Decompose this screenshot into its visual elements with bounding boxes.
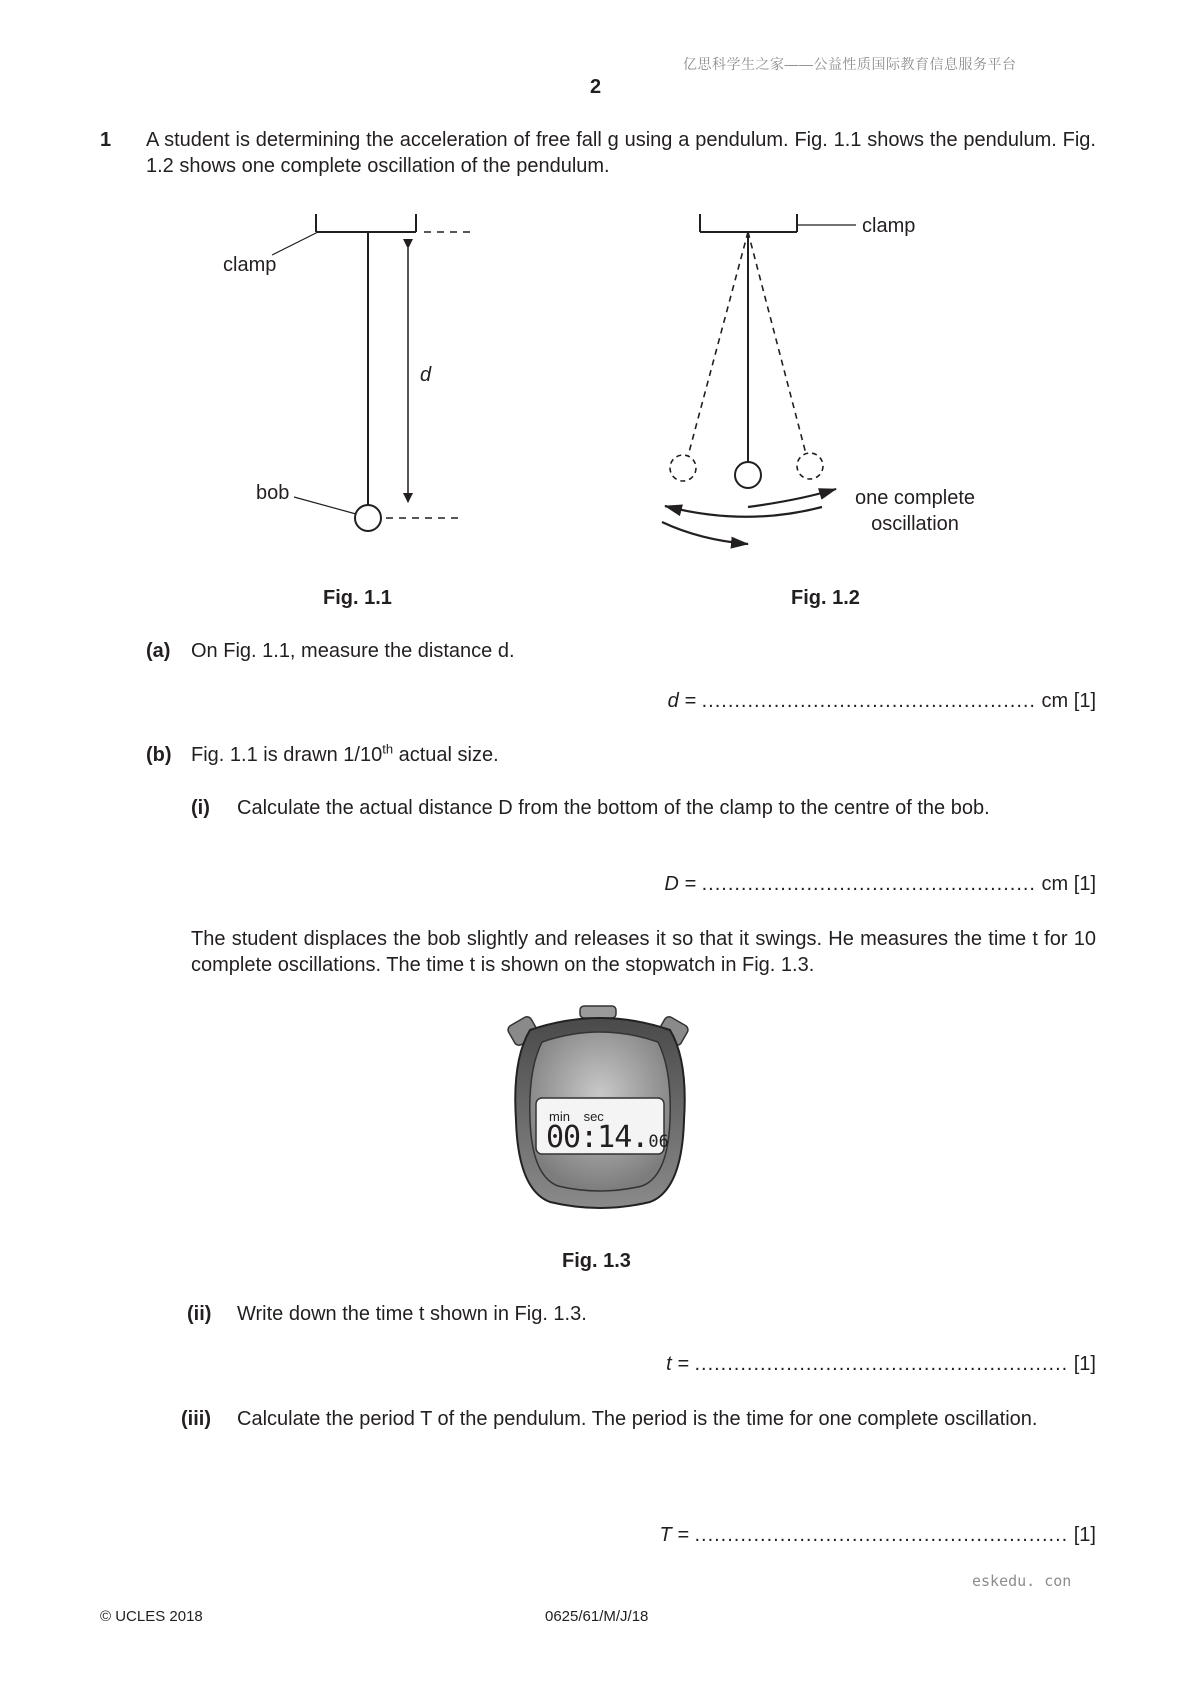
stopwatch-top-button bbox=[580, 1006, 616, 1018]
fig-1-1-clamp-leader bbox=[272, 232, 318, 255]
part-a-label: (a) bbox=[146, 640, 171, 662]
fig-1-3-caption: Fig. 1.3 bbox=[562, 1250, 631, 1272]
part-b-iii-answer-line[interactable] bbox=[659, 1524, 1096, 1547]
part-b-iii-answer-dots[interactable]: ......................................................... bbox=[694, 1524, 1069, 1546]
part-b-ii-answer-dots[interactable]: ......................................................... bbox=[694, 1353, 1069, 1375]
part-b-iii-answer-var: T = bbox=[659, 1524, 689, 1546]
page-number: 2 bbox=[589, 76, 602, 98]
fig-1-2-arrow-right bbox=[748, 489, 836, 507]
part-b-text-sup: th bbox=[382, 741, 394, 757]
header-watermark: 亿思科学生之家——公益性质国际教育信息服务平台 bbox=[683, 56, 1017, 72]
fig-1-1-clamp bbox=[316, 214, 416, 232]
footer-paper-code: 0625/61/M/J/18 bbox=[545, 1608, 649, 1625]
footer-copyright: © UCLES 2018 bbox=[100, 1608, 203, 1625]
fig-1-2-caption: Fig. 1.2 bbox=[791, 587, 860, 609]
fig-1-1-clamp-label: clamp bbox=[223, 254, 277, 276]
part-b-label: (b) bbox=[146, 744, 172, 766]
fig-1-1-caption: Fig. 1.1 bbox=[323, 587, 392, 609]
part-b-i-text: Calculate the actual distance D from the bottom of the clamp to the centre of the bob. bbox=[237, 797, 990, 819]
part-a-answer-dots[interactable]: ................................................... bbox=[701, 690, 1036, 712]
part-b-text-pre: Fig. 1.1 is drawn 1/10 bbox=[191, 744, 383, 766]
fig-1-1-bob bbox=[355, 505, 381, 531]
stopwatch-reading-small: 06 bbox=[648, 1132, 669, 1152]
part-a-answer-unit: cm [1] bbox=[1041, 690, 1096, 712]
stopwatch-label-sec: sec bbox=[583, 1109, 604, 1124]
fig-1-2-arrow-bottom bbox=[662, 522, 748, 544]
fig-1-2-clamp bbox=[700, 214, 797, 232]
fig-1-1-diagram bbox=[272, 214, 472, 531]
footer-watermark: eskedu. con bbox=[972, 1572, 1072, 1590]
fig-1-1-bob-label: bob bbox=[256, 482, 290, 504]
fig-1-2-left-dashed-bob bbox=[670, 455, 696, 481]
part-b-i-answer-line[interactable] bbox=[664, 873, 1096, 896]
fig-1-2-oscillation-label bbox=[850, 485, 980, 537]
part-b-text bbox=[191, 742, 499, 768]
part-b-ii-answer-unit: [1] bbox=[1073, 1353, 1096, 1375]
fig-1-2-left-dashed-string bbox=[688, 232, 748, 456]
fig-1-1-bob-leader bbox=[294, 497, 356, 514]
part-b-iii-answer-unit: [1] bbox=[1073, 1524, 1096, 1546]
fig-1-2-bob bbox=[735, 462, 761, 488]
stopwatch-label-min: min bbox=[549, 1109, 570, 1124]
part-b-i-answer-var: D = bbox=[664, 873, 697, 895]
part-b-iii-label: (iii) bbox=[181, 1408, 211, 1430]
part-b-i-answer-dots[interactable]: ................................................... bbox=[701, 873, 1036, 895]
stopwatch-paragraph: The student displaces the bob slightly and releases it so that it swings. He measures the time t for 10 complete oscillations. The time t is shown on the stopwatch in Fig. 1.3. bbox=[191, 928, 1096, 976]
part-b-ii-label: (ii) bbox=[187, 1303, 212, 1325]
part-b-ii-answer-line[interactable] bbox=[666, 1353, 1096, 1376]
part-b-iii-text: Calculate the period T of the pendulum. The period is the time for one complete oscillation. bbox=[237, 1408, 1038, 1430]
fig-1-1-distance-label: d bbox=[420, 364, 432, 386]
question-intro: A student is determining the acceleration of free fall g using a pendulum. Fig. 1.1 shows the pendulum. Fig. 1.2 shows one complete oscillation of the pendulum. bbox=[146, 129, 1096, 177]
part-b-text-post: actual size. bbox=[393, 744, 499, 766]
fig-1-2-oscillation-label-line2: oscillation bbox=[871, 513, 959, 535]
fig-1-2-oscillation-label-line1: one complete bbox=[854, 487, 976, 509]
fig-1-2-right-dashed-bob bbox=[797, 453, 823, 479]
stopwatch-reading bbox=[546, 1120, 669, 1155]
part-a-answer-line[interactable] bbox=[668, 690, 1096, 713]
stopwatch-reading-main: 00:14. bbox=[546, 1120, 649, 1155]
part-b-i-label: (i) bbox=[191, 797, 210, 819]
pendulum-figures bbox=[0, 200, 1191, 620]
part-b-i-answer-unit: cm [1] bbox=[1041, 873, 1096, 895]
fig-1-2-arrow-left bbox=[665, 506, 822, 517]
fig-1-2-diagram bbox=[662, 214, 856, 544]
fig-1-2-right-dashed-string bbox=[748, 232, 806, 454]
fig-1-2-clamp-label: clamp bbox=[862, 215, 916, 237]
part-a-text: On Fig. 1.1, measure the distance d. bbox=[191, 640, 515, 662]
part-b-ii-text: Write down the time t shown in Fig. 1.3. bbox=[237, 1303, 587, 1325]
part-a-answer-var: d = bbox=[667, 690, 697, 712]
question-number: 1 bbox=[100, 129, 112, 151]
part-b-ii-answer-var: t = bbox=[666, 1353, 689, 1375]
